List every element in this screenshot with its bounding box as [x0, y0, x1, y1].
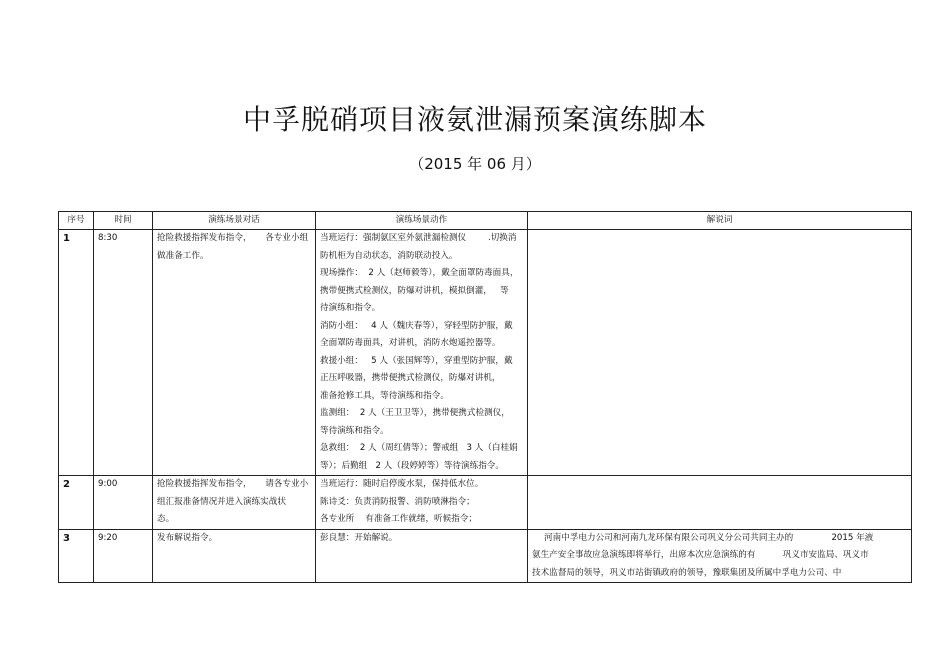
header-action: 演练场景动作	[316, 212, 528, 230]
table-row	[59, 230, 912, 476]
action-line: 准备抢修工具，等待演练和指令。	[320, 390, 449, 401]
dialogue-line: 态。	[157, 514, 175, 524]
narration-line: 河南中孚电力公司和河南九龙环保有限公司巩义分公司共同主办的 2015 年液	[544, 532, 874, 543]
row-time: 9:20	[94, 529, 153, 583]
drill-script-table	[58, 211, 912, 583]
dialogue-line: 组汇报准备情况并进入演练实战状	[157, 496, 286, 507]
action-line: 防机柜为自动状态，消防联动投入。	[320, 250, 458, 261]
row-time: 9:00	[94, 476, 153, 530]
row-action	[316, 476, 528, 530]
row-number: 1	[59, 230, 94, 476]
table-row	[59, 529, 912, 583]
narration-line: 技术监督局的领导，巩义市站街镇政府的领导，豫联集团及所属中孚电力公司、中	[532, 567, 842, 578]
action-line: 当班运行：随时启停废水泵，保持低水位。	[320, 479, 484, 489]
dialogue-line: 抢险救援指挥发布指令， 请各专业小	[157, 479, 309, 489]
table-header-row	[59, 212, 912, 230]
action-line: 现场操作： 2 人（赵师毅等），戴全面罩防毒面具，	[320, 268, 519, 278]
action-line: 急救组： 2 人（周红倩等）；警戒组 3 人（白桂娟	[320, 443, 518, 453]
dialogue-line: 做准备工作。	[157, 250, 209, 261]
row-narration	[528, 476, 912, 530]
table-row	[59, 476, 912, 530]
dialogue-line: 发布解说指令。	[157, 532, 218, 543]
action-line: 待演练和指令。	[320, 303, 381, 313]
row-dialogue	[153, 529, 316, 583]
action-line: 彭良慧：开始解说。	[320, 532, 398, 543]
header-no: 序号	[59, 212, 94, 230]
row-time: 8:30	[94, 230, 153, 476]
action-line: 当班运行：强制氨区室外氨泄漏检测仪 .切换消	[320, 233, 517, 243]
dialogue-line: 抢险救援指挥发布指令， 各专业小组	[157, 233, 309, 243]
header-time: 时间	[94, 212, 153, 230]
action-line: 正压呼吸器，携带便携式检测仪，防爆对讲机，	[320, 373, 501, 383]
action-line: 监测组： 2 人（王卫卫等），携带便携式检测仪，	[320, 408, 510, 418]
action-line: 等）；后勤组 2 人（段婷婷等）等待演练指令。	[320, 460, 504, 471]
action-line: 等待演练和指令。	[320, 425, 389, 436]
action-line: 携带便携式检测仪，防爆对讲机，模拟倒灌， 等	[320, 285, 509, 296]
document-title: 中孚脱硝项目液氨泄漏预案演练脚本	[242, 103, 707, 136]
header-narration: 解说词	[528, 212, 912, 230]
row-dialogue	[153, 476, 316, 530]
row-number: 2	[59, 476, 94, 530]
row-action	[316, 230, 528, 476]
action-line: 消防小组： 4 人（魏庆春等），穿轻型防护服，戴	[320, 320, 513, 331]
row-narration	[528, 230, 912, 476]
action-line: 各专业所 有准备工作就绪，听候指令；	[320, 514, 478, 524]
action-line: 全面罩防毒面具，对讲机，消防水炮遥控器等。	[320, 338, 501, 348]
action-line: 救援小组： 5 人（张国辉等），穿重型防护服，戴	[320, 355, 513, 366]
document-date: （2015 年 06 月）	[409, 155, 541, 173]
row-action	[316, 529, 528, 583]
header-dialogue: 演练场景对话	[153, 212, 316, 230]
row-narration	[528, 529, 912, 583]
action-line: 陈诗爻：负责消防报警、消防喷淋指令；	[320, 496, 475, 507]
narration-line: 氨生产安全事故应急演练即将举行，出席本次应急演练的有 巩义市安监局、巩义市	[532, 550, 869, 560]
row-dialogue	[153, 230, 316, 476]
row-number: 3	[59, 529, 94, 583]
